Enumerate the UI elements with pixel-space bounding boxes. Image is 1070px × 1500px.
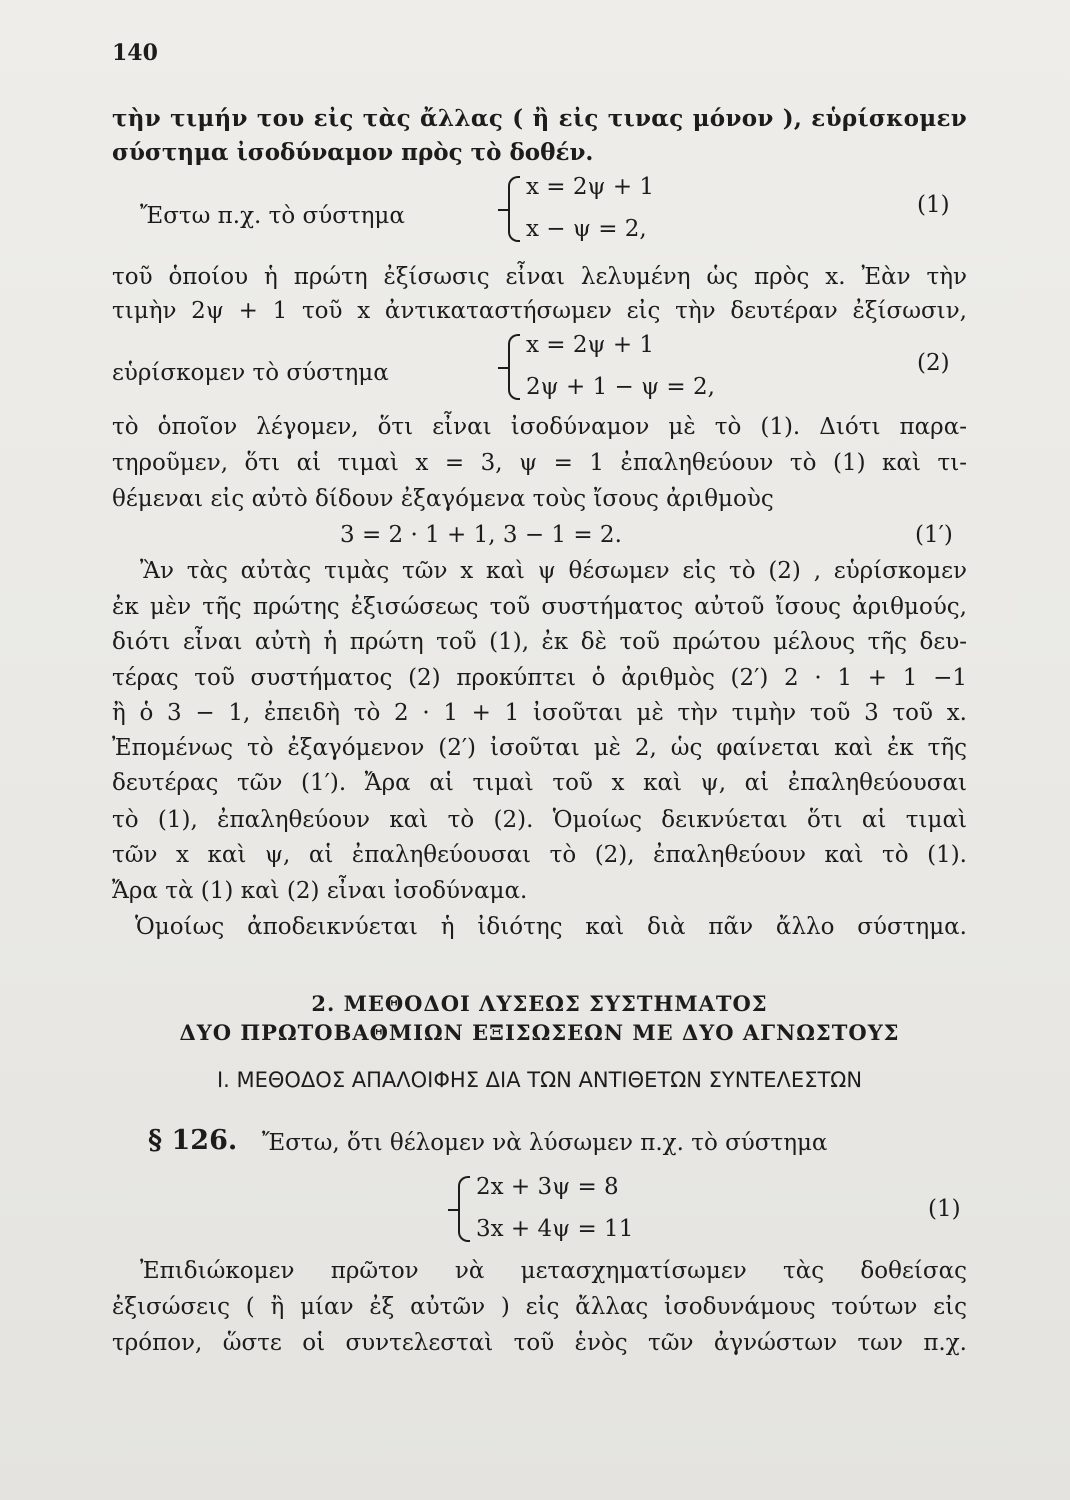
left-brace-1 bbox=[508, 176, 520, 242]
equation-4a: 2x + 3ψ = 8 bbox=[476, 1174, 619, 1200]
text-line-11: ἐκ μὲν τῆς πρώτης ἐξισώσεως τοῦ συστήματος αὐτοῦ ἴσους ἀριθμούς, bbox=[112, 594, 967, 620]
text-line-19: Ἄρα τὰ (1) καὶ (2) εἶναι ἰσοδύναμα. bbox=[112, 878, 528, 904]
text-line-5: τιμὴν 2ψ + 1 τοῦ x ἀντικαταστήσωμεν εἰς τὴν δευτέραν ἐξίσωσιν, bbox=[112, 298, 967, 324]
text-line-2: σύστημα ἰσοδύναμον πρὸς τὸ δοθέν. bbox=[112, 139, 594, 166]
text-line-10: Ἂν τὰς αὐτὰς τιμὰς τῶν x καὶ ψ θέσωμεν εἰς τὸ (2) , εὑρίσκομεν bbox=[140, 558, 967, 584]
equation-1-prime: 3 = 2 · 1 + 1, 3 − 1 = 2. bbox=[340, 522, 622, 548]
equation-2a: x = 2ψ + 1 bbox=[526, 332, 655, 358]
text-line-20: Ὁμοίως ἀποδεικνύεται ἡ ἰδιότης καὶ διὰ πᾶν ἄλλο σύστημα. bbox=[135, 914, 967, 940]
text-line-9: θέμεναι εἰς αὐτὸ δίδουν ἐξαγόμενα τοὺς ἴσους ἀριθμοὺς bbox=[112, 486, 774, 512]
section-heading-line-1: 2. ΜΕΘΟΔΟΙ ΛΥΣΕΩΣ ΣΥΣΤΗΜΑΤΟΣ bbox=[311, 991, 768, 1016]
text-line-7: τὸ ὁποῖον λέγομεν, ὅτι εἶναι ἰσοδύναμον μὲ τὸ (1). Διότι παρα- bbox=[112, 414, 967, 440]
text-line-18: τῶν x καὶ ψ, αἱ ἐπαληθεύουσαι τὸ (2), ἐπαληθεύουν καὶ τὸ (1). bbox=[112, 842, 967, 868]
text-line-1: τὴν τιμήν του εἰς τὰς ἄλλας ( ἢ εἰς τινας μόνον ), εὑρίσκομεν bbox=[112, 105, 967, 132]
equation-label-4: (1) bbox=[928, 1196, 961, 1222]
text-line-15: Ἐπομένως τὸ ἐξαγόμενον (2′) ἰσοῦται μὲ 2, ὡς φαίνεται καὶ ἐκ τῆς bbox=[112, 735, 967, 761]
page-number: 140 bbox=[112, 40, 158, 66]
text-line-8: τηροῦμεν, ὅτι αἱ τιμαὶ x = 3, ψ = 1 ἐπαληθεύουν τὸ (1) καὶ τι- bbox=[112, 450, 967, 476]
method-subheading: Ι. ΜΕΘΟΔΟΣ ΑΠΑΛΟΙΦΗΣ ΔΙΑ ΤΩΝ ΑΝΤΙΘΕΤΩΝ ΣΥΝΤΕΛΕΣΤΩΝ bbox=[216, 1068, 863, 1092]
equation-4b: 3x + 4ψ = 11 bbox=[476, 1216, 634, 1242]
system-intro-1: Ἔστω π.χ. τὸ σύστημα bbox=[140, 203, 405, 229]
text-line-13: τέρας τοῦ συστήματος (2) προκύπτει ὁ ἀριθμὸς (2′) 2 · 1 + 1 −1 bbox=[112, 665, 967, 691]
section-number: § 126. bbox=[148, 1125, 238, 1156]
text-line-16: δευτέρας τῶν (1′). Ἄρα αἱ τιμαὶ τοῦ x καὶ ψ, αἱ ἐπαληθεύουσαι bbox=[112, 770, 967, 796]
section-intro: Ἔστω, ὅτι θέλομεν νὰ λύσωμεν π.χ. τὸ σύστημα bbox=[262, 1130, 828, 1156]
text-line-12: διότι εἶναι αὐτὴ ἡ πρώτη τοῦ (1), ἐκ δὲ τοῦ πρώτου μέλους τῆς δευ- bbox=[112, 629, 967, 655]
text-line-23: τρόπον, ὥστε οἱ συντελεσταὶ τοῦ ἑνὸς τῶν ἀγνώστων των π.χ. bbox=[112, 1330, 967, 1356]
equation-label-2: (2) bbox=[917, 350, 950, 376]
left-brace-3 bbox=[458, 1176, 470, 1242]
text-line-17: τὸ (1), ἐπαληθεύουν καὶ τὸ (2). Ὁμοίως δεικνύεται ὅτι αἱ τιμαὶ bbox=[112, 807, 967, 833]
text-line-22: ἐξισώσεις ( ἢ μίαν ἐξ αὐτῶν ) εἰς ἄλλας ἰσοδυνάμους τούτων εἰς bbox=[112, 1294, 967, 1320]
left-brace-2 bbox=[508, 334, 520, 400]
text-line-14: ἢ ὁ 3 − 1, ἐπειδὴ τὸ 2 · 1 + 1 ἰσοῦται μὲ τὴν τιμὴν τοῦ 3 τοῦ x. bbox=[112, 700, 967, 726]
text-line-21: Ἐπιδιώκομεν πρῶτον νὰ μετασχηματίσωμεν τὰς δοθείσας bbox=[140, 1258, 967, 1284]
equation-2b: 2ψ + 1 − ψ = 2, bbox=[526, 374, 715, 400]
equation-1b: x − ψ = 2, bbox=[526, 216, 647, 242]
system-intro-2: εὑρίσκομεν τὸ σύστημα bbox=[112, 360, 389, 386]
equation-label-1-prime: (1′) bbox=[915, 522, 953, 548]
equation-1a: x = 2ψ + 1 bbox=[526, 174, 655, 200]
equation-label-1: (1) bbox=[917, 192, 950, 218]
text-line-4: τοῦ ὁποίου ἡ πρώτη ἐξίσωσις εἶναι λελυμένη ὡς πρὸς x. Ἐὰν τὴν bbox=[112, 264, 967, 290]
section-heading-line-2: ΔΥΟ ΠΡΩΤΟΒΑΘΜΙΩΝ ΕΞΙΣΩΣΕΩΝ ΜΕ ΔΥΟ ΑΓΝΩΣΤΟΥΣ bbox=[179, 1020, 900, 1045]
